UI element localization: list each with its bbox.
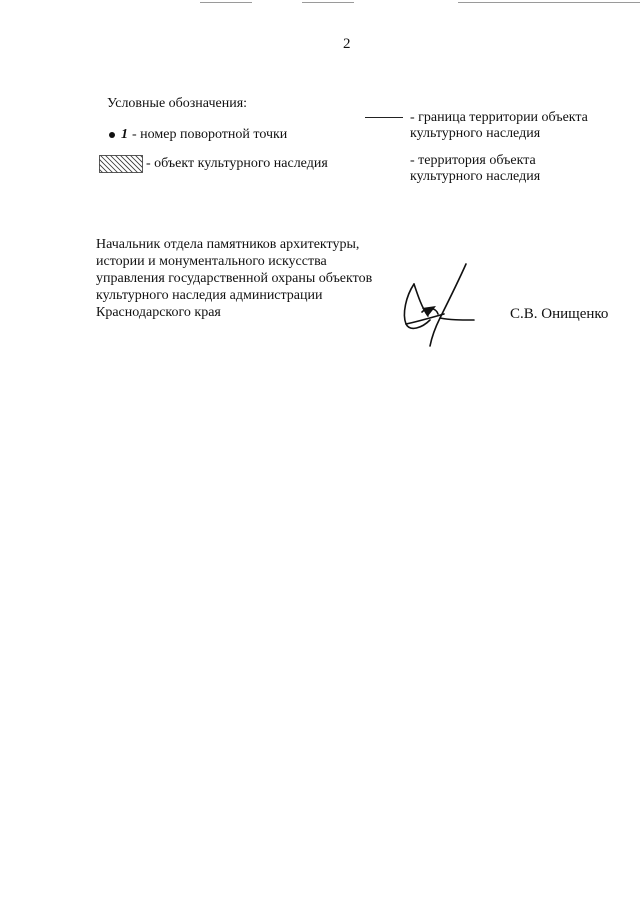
legend-boundary-line-1: - граница территории объекта: [410, 110, 588, 125]
scan-artifact-line: [458, 2, 640, 3]
position-line: Краснодарского края: [96, 305, 221, 320]
boundary-line-symbol: [365, 117, 403, 118]
legend-boundary-label: [410, 110, 620, 142]
signer-name: С.В. Онищенко: [510, 306, 609, 322]
legend-point-label: - номер поворотной точки: [132, 127, 288, 142]
position-line: управления государственной охраны объектов: [96, 271, 373, 286]
scan-artifact-line: [302, 2, 354, 3]
position-line: истории и монументального искусства: [96, 254, 327, 269]
point-dot-icon: [109, 132, 115, 138]
signer-position-title: [96, 236, 416, 321]
position-line: Начальник отдела памятников архитектуры,: [96, 237, 360, 252]
page-number: 2: [343, 36, 351, 52]
legend-territory-line-2: культурного наследия: [410, 169, 541, 184]
legend-territory-line-1: - территория объекта: [410, 153, 536, 168]
legend-boundary-line-2: культурного наследия: [410, 126, 541, 141]
point-number-symbol: 1: [121, 127, 128, 142]
handwritten-signature: [392, 262, 484, 348]
legend-territory-label: [410, 153, 610, 185]
legend-item-turning-point: [109, 127, 287, 143]
legend-item-heritage-object: [99, 155, 328, 173]
position-line: культурного наследия администрации: [96, 288, 323, 303]
legend-heading: Условные обозначения:: [107, 96, 248, 111]
hatch-pattern-icon: [99, 155, 143, 173]
legend-object-label: - объект культурного наследия: [146, 156, 328, 171]
scan-artifact-line: [200, 2, 252, 3]
